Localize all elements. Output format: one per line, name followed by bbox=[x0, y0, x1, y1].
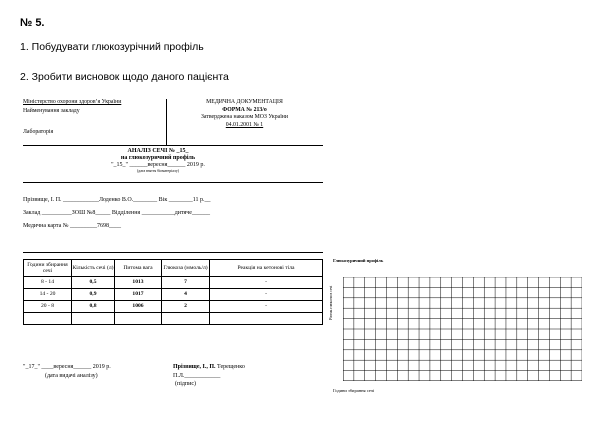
table-cell: - bbox=[210, 277, 323, 289]
analysis-subject: на глюкозуричний профіль bbox=[120, 154, 196, 161]
column-header: Глюкоза (ммоль/л) bbox=[162, 260, 210, 277]
table-cell: 0,8 bbox=[72, 301, 115, 313]
divider bbox=[23, 252, 323, 253]
form-header-left bbox=[23, 99, 167, 146]
task-title: № 5. bbox=[20, 17, 45, 29]
table-cell bbox=[210, 313, 323, 325]
institution-name-label: Найменування закладу bbox=[23, 107, 80, 114]
form-number-label: ФОРМА № 213/о bbox=[222, 106, 267, 113]
form-header-right bbox=[166, 99, 323, 146]
table-cell: 4 bbox=[162, 289, 210, 301]
signature-name: Терещенко bbox=[217, 364, 245, 370]
form-header bbox=[23, 99, 323, 145]
column-header: Кількість сечі (л) bbox=[72, 260, 115, 277]
table-row bbox=[24, 289, 323, 301]
signature-label: Прізвище, І., П. bbox=[173, 364, 216, 370]
column-header: Питома вага bbox=[115, 260, 162, 277]
institution-line: Заклад __________ЗОШ №8_____ Відділення ___________дитяче______ bbox=[23, 210, 210, 216]
results-table bbox=[23, 259, 323, 325]
analysis-date-note: (дата взяття біоматеріалу) bbox=[137, 168, 179, 173]
table-cell bbox=[72, 313, 115, 325]
column-header: Реакція на кетонові тіла bbox=[210, 260, 323, 277]
issue-date-note: (дата видачі аналізу) bbox=[45, 373, 98, 379]
issue-date: "_17_" ____вересня______ 2019 р. bbox=[23, 364, 111, 370]
approval-label: Затверджена наказом МОЗ України bbox=[200, 114, 289, 121]
task-item-1: 1. Побудувати глюкозурічний профіль bbox=[20, 41, 204, 53]
glucosuric-profile-chart bbox=[329, 258, 583, 398]
ministry-label: Міністерство охорони здоров’я України bbox=[23, 99, 122, 105]
analysis-title bbox=[83, 148, 233, 173]
table-cell: 14 - 20 bbox=[24, 289, 72, 301]
analysis-number: АНАЛІЗ СЕЧІ № _15_ bbox=[127, 148, 189, 154]
chart-x-axis-label: Години збирання сечі bbox=[333, 388, 375, 393]
column-header: Години збирання сечі bbox=[24, 260, 72, 277]
table-cell: 0,9 bbox=[72, 289, 115, 301]
urine-analysis-form bbox=[23, 99, 323, 399]
table-cell: 2 bbox=[162, 301, 210, 313]
table-header-row bbox=[24, 260, 323, 277]
medical-card-line: Медична карта № _________7698____ bbox=[23, 223, 121, 229]
signature-initials: П.Л.____________ bbox=[173, 373, 221, 379]
medical-documentation-label: МЕДИЧНА ДОКУМЕНТАЦІЯ bbox=[206, 99, 283, 105]
table-cell bbox=[115, 313, 162, 325]
table-cell bbox=[24, 313, 72, 325]
table-row bbox=[24, 313, 323, 325]
table-cell: 1006 bbox=[115, 301, 162, 313]
table-row bbox=[24, 277, 323, 289]
divider bbox=[23, 182, 323, 183]
table-cell: 0,5 bbox=[72, 277, 115, 289]
laboratory-label: Лабораторія bbox=[23, 129, 54, 136]
signature-block bbox=[173, 364, 245, 371]
approval-date-label: 04.01.2001 № 1 bbox=[225, 121, 264, 128]
chart-y-axis-label: Рівень глюкози в сечі bbox=[329, 285, 333, 320]
table-cell: 1017 bbox=[115, 289, 162, 301]
analysis-date: "_15_" ______вересня______ 2019 р. bbox=[111, 161, 205, 168]
task-item-2: 2. Зробити висновок щодо даного пацієнта bbox=[20, 71, 229, 83]
chart-title: Глюкозуричний профіль bbox=[333, 258, 384, 263]
chart-grid bbox=[343, 277, 582, 381]
table-cell: - bbox=[210, 289, 323, 301]
table-cell bbox=[162, 313, 210, 325]
table-cell: 20 - 8 bbox=[24, 301, 72, 313]
signature-note: (підпис) bbox=[175, 381, 197, 387]
table-row bbox=[24, 301, 323, 313]
chart-plot-area bbox=[343, 277, 582, 381]
table-cell: 1013 bbox=[115, 277, 162, 289]
patient-line: Прізвище, І. П. ____________Лоденко В.О.________ Вік ________11 р.__ bbox=[23, 197, 211, 203]
table-cell: 7 bbox=[162, 277, 210, 289]
table-cell: - bbox=[210, 301, 323, 313]
table-cell: 8 - 14 bbox=[24, 277, 72, 289]
